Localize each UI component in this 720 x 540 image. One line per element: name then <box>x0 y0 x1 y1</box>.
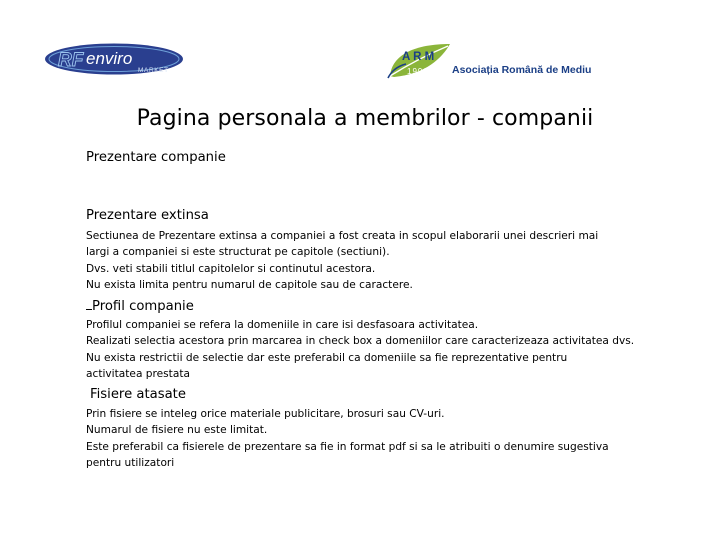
section-heading-prezentare-extinsa: Prezentare extinsa <box>86 208 209 223</box>
body-line: Realizati selectia acestora prin marcarea in check box a domeniilor care caracterizeaza activitatea dvs. <box>86 335 635 348</box>
arm-leaf-graphic <box>386 40 452 80</box>
body-line: activitatea prestata <box>86 367 190 380</box>
arm-org-name: Asociația Română de Mediu <box>452 64 592 76</box>
svg-text:A R M: A R M <box>402 51 435 63</box>
section-body-profil-companie <box>86 317 686 382</box>
page-title: Pagina personala a membrilor - companii <box>136 106 594 131</box>
svg-text:enviro: enviro <box>86 49 133 68</box>
svg-text:MARKET: MARKET <box>138 67 169 74</box>
section-heading-profil-companie <box>86 297 194 314</box>
body-line: Dvs. veti stabili titlul capitolelor si continutul acestora. <box>86 262 376 275</box>
rfenviro-market-logo <box>44 42 184 76</box>
body-line: Numarul de fisiere nu este limitat. <box>86 424 268 437</box>
body-line: Profilul companiei se refera la domeniile in care isi desfasoara activitatea. <box>86 319 479 331</box>
svg-text:1990: 1990 <box>407 67 429 76</box>
body-line: Sectiunea de Prezentare extinsa a companiei a fost creata in scopul elaborarii unei descrieri mai <box>86 230 599 242</box>
body-line: Nu exista limita pentru numarul de capitole sau de caractere. <box>86 278 413 291</box>
profil-companie-heading-text: Profil companie <box>92 299 194 314</box>
arm-logo <box>386 40 596 80</box>
body-line: Este preferabil ca fisierele de prezentare sa fie in format pdf si sa le atribuiti o denumire sugestiva <box>86 440 609 453</box>
section-body-prezentare-extinsa <box>86 228 686 293</box>
section-heading-fisiere-atasate: Fisiere atasate <box>90 387 186 402</box>
body-line: Prin fisiere se inteleg orice materiale publicitare, brosuri sau CV-uri. <box>86 408 445 420</box>
body-line: largi a companiei si este structurat pe capitole (sectiuni). <box>86 246 390 259</box>
svg-text:RF: RF <box>58 50 84 71</box>
section-heading-prezentare-companie: Prezentare companie <box>86 150 226 165</box>
body-line: pentru utilizatori <box>86 456 175 469</box>
section-body-fisiere-atasate <box>86 406 686 471</box>
body-line: Nu exista restrictii de selectie dar este preferabil ca domeniile sa fie reprezentative pentru <box>86 351 568 364</box>
rfenviro-logo-graphic <box>44 42 184 76</box>
